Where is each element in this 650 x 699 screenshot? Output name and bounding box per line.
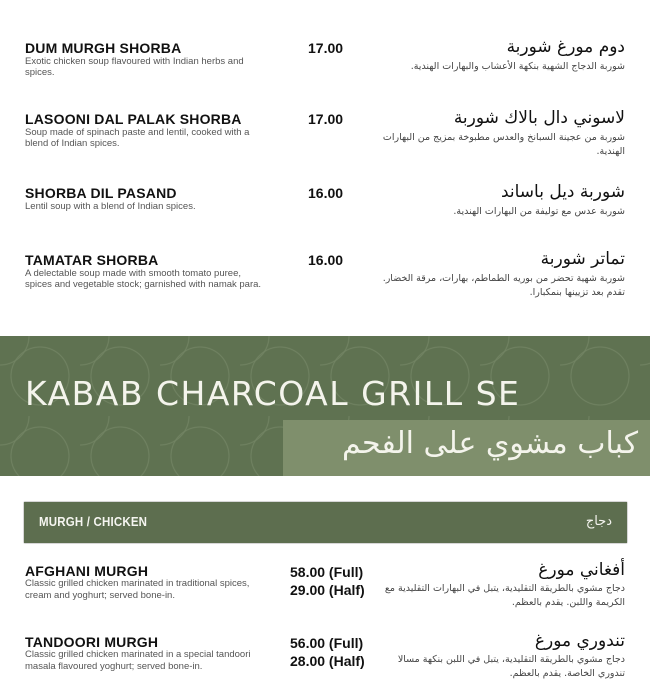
item-name-ar: تندوري مورغ (534, 631, 625, 651)
item-name-ar: دوم مورغ شوربة (506, 37, 625, 57)
category-label-en: MURGH / CHICKEN (39, 515, 148, 529)
item-description-ar: شوربة عدس مع توليفة من البهارات الهندية. (453, 206, 625, 217)
item-description-en: Exotic chicken soup flavoured with Indian herbs and spices. (25, 56, 244, 78)
section-title-ar-box (283, 420, 650, 476)
item-description-en: Classic grilled chicken marinated in a special tandoori masala flavoured yoghurt; served bone-in. (25, 649, 251, 672)
item-description-en: A delectable soup made with smooth tomato puree, spices and vegetable stock; garnished with namak para. (25, 268, 262, 290)
item-price: 16.00 (308, 185, 344, 201)
item-price: 16.00 (308, 252, 344, 268)
item-description-en: Lentil soup with a blend of Indian spices. (25, 201, 196, 212)
item-price-half: 29.00 (Half) (290, 582, 365, 598)
item-description-en: Soup made of spinach paste and lentil, cooked with a blend of Indian spices. (25, 127, 250, 149)
section-banner (0, 336, 650, 476)
item-name-en: DUM MURGH SHORBA (25, 40, 182, 56)
item-name-en: SHORBA DIL PASAND (25, 185, 177, 201)
section-title-ar: كباب مشوي على الفحم (342, 426, 638, 461)
category-label-ar: دجاج (585, 514, 612, 529)
item-description-en: Classic grilled chicken marinated in traditional spices, cream and yoghurt; served bone-in. (25, 578, 250, 601)
item-description-ar: دجاج مشوي بالطريقة التقليدية، يتبل في اللبن بنكهة مسالا تندوري الخاصة. يقدم بالعظم. (397, 654, 625, 679)
item-description-ar: شوربة شهية تحضر من بوريه الطماطم، بهارات، مرقة الخضار. تقدم بعد تزيينها بنمكبارا. (382, 273, 625, 298)
item-price-full: 56.00 (Full) (290, 635, 364, 651)
item-name-ar: أفغاني مورغ (538, 560, 625, 580)
item-name-en: LASOONI DAL PALAK SHORBA (25, 111, 242, 127)
item-description-ar: شوربة الدجاج الشهية بنكهة الأعشاب والبهارات الهندية. (410, 61, 625, 72)
section-title-en: KABAB CHARCOAL GRILL SE (25, 374, 521, 413)
item-name-ar: شوربة ديل باساند (500, 182, 625, 202)
item-name-en: TANDOORI MURGH (25, 634, 159, 650)
category-header (24, 502, 627, 543)
item-price: 17.00 (308, 111, 344, 127)
item-name-ar: تماتر شوربة (540, 249, 625, 269)
item-price-full: 58.00 (Full) (290, 564, 364, 580)
item-description-ar: دجاج مشوي بالطريقة التقليدية، يتبل في البهارات التقليدية مع الكريمة واللبن. يقدم بالعظم. (384, 583, 625, 608)
item-name-en: AFGHANI MURGH (25, 563, 149, 579)
item-description-ar: شوربة من عجينة السبانخ والعدس مطبوخة بمزيج من البهارات الهندية. (382, 132, 625, 157)
item-price: 17.00 (308, 40, 344, 56)
item-name-en: TAMATAR SHORBA (25, 252, 159, 268)
item-price-half: 28.00 (Half) (290, 653, 365, 669)
item-name-ar: لاسوني دال بالاك شوربة (453, 108, 625, 128)
